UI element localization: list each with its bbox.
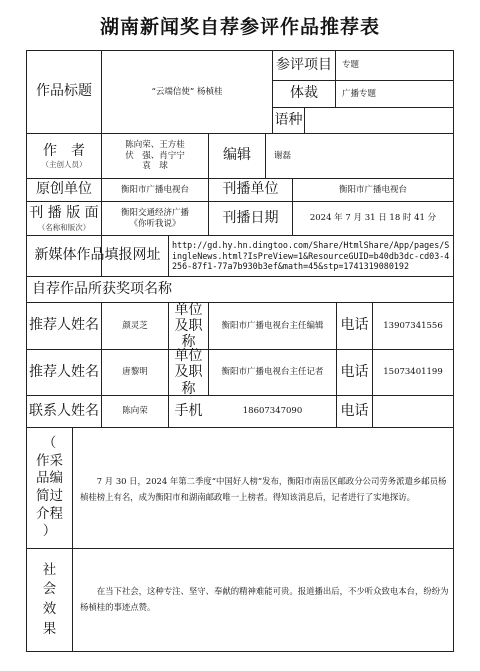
genre-label: 体裁: [290, 85, 318, 102]
recommender-2-phone: 15073401199: [383, 367, 443, 378]
new-media-url[interactable]: http://gd.hy.hn.dingtoo.com/Share/HtmlShare/App/pages/SingleNews.html?IsPreView=1&ResourceGUID=b40db3dc-cd03-4256-87f1-77a7b930b3ef&math=45&stp=1741319080192: [172, 239, 450, 272]
publish-date-label: 刊播日期: [222, 209, 279, 226]
recommender-2-label: 推荐人姓名: [29, 363, 99, 380]
category-label: 参评项目: [276, 56, 332, 73]
work-title-label: 作品标题: [36, 83, 92, 100]
category-value: 专题: [342, 60, 360, 71]
editor-value: 谢磊: [274, 150, 292, 161]
contact-mobile-label: 手机: [174, 402, 203, 419]
intro-label-char-4: 简过: [36, 488, 63, 504]
language-value: [305, 108, 453, 133]
original-unit-value: 衡阳市广播电视台: [120, 184, 189, 195]
recommender-1-position: 衡阳市广播电视台主任编辑: [221, 320, 324, 331]
form-title: 湖南新闻奖自荐参评作品推荐表: [99, 16, 380, 38]
contact-phone-label: 电话: [340, 402, 369, 419]
publish-page-label: 刊 播 版 面: [29, 205, 99, 222]
recommender-2-name: 唐黎明: [122, 367, 148, 378]
authors-line-2: 伏 强、肖宁宁: [125, 150, 185, 161]
publish-unit-value: 衡阳市广播电视台: [338, 184, 407, 195]
contact-phone: [373, 396, 453, 427]
intro-label-char-6: ）: [42, 523, 57, 540]
recommender-2-position-label: 单位及职称: [174, 348, 203, 397]
recommender-1-phone-label: 电话: [340, 317, 369, 334]
recommender-1-phone: 13907341556: [383, 320, 443, 331]
authors-line-3: 袁 球: [142, 161, 168, 172]
publish-page-line-2: 《你听我说》: [129, 218, 181, 229]
recommender-1-name: 颜灵芝: [122, 320, 148, 331]
recommender-1-position-label: 单位及职称: [174, 301, 203, 351]
publish-page-label-cell: [27, 202, 101, 235]
recommender-2-phone-label: 电话: [340, 363, 369, 380]
effect-label-char-3: 效: [42, 601, 57, 617]
contact-name: 陈向荣: [122, 406, 148, 417]
authors-value: [102, 134, 208, 178]
authors-label-cell: [27, 134, 101, 178]
work-title-value: “云端信使” 杨楨桂: [151, 86, 223, 97]
recommender-2-position: 衡阳市广播电视台主任记者: [221, 367, 324, 378]
publish-page-value: [102, 202, 208, 235]
editor-label: 编辑: [223, 147, 251, 164]
original-unit-label: 原创单位: [36, 181, 92, 198]
recommender-1-label: 推荐人姓名: [29, 317, 99, 334]
publish-date-value: 2024 年 7 月 31 日 18 时 41 分: [309, 213, 437, 224]
authors-label: 作 者: [43, 142, 85, 159]
effect-label-char-2: 会: [42, 581, 57, 598]
contact-mobile: 18607347090: [242, 406, 303, 417]
genre-value: 广播专题: [342, 88, 377, 99]
publish-page-line-1: 衡阳交通经济广播: [120, 207, 189, 218]
authors-sub-label: （主创人员）: [41, 160, 87, 170]
intro-label-char-3: 品编: [36, 470, 63, 487]
new-media-label: 新媒体作品填报网址: [34, 247, 161, 264]
effect-label-char-1: 社: [42, 561, 57, 578]
effect-label-char-4: 果: [42, 620, 57, 637]
publish-unit-label: 刊播单位: [222, 181, 279, 198]
award-name-label: 自荐作品所获奖项名称: [32, 280, 172, 297]
intro-label-char-2: 作采: [36, 452, 63, 469]
effect-label: [27, 549, 72, 651]
effect-text: 在当下社会，这种专注、坚守、奉献的精神难能可贵。报道播出后，不少听众致电本台，纷纷为杨楨桂的事迹点赞。: [80, 586, 449, 612]
contact-label: 联系人姓名: [29, 402, 99, 419]
intro-label: [27, 428, 72, 548]
language-label: 语种: [274, 111, 303, 128]
intro-label-char-5: 介程: [36, 505, 63, 522]
publish-page-sub-label: （名称和版次）: [37, 222, 91, 232]
intro-text: 7 月 30 日，2024 年第二季度“中国好人榜”发布，衡阳市南岳区邮政分公司劳务派遣乡邮员杨楨桂榜上有名，成为衡阳市和湖南邮政唯一上榜者。得知该消息后，记者进行了实地探访。: [80, 476, 447, 502]
authors-line-1: 陈向荣、王方桂: [125, 140, 185, 151]
award-name-value: [210, 277, 450, 302]
intro-label-char-1: （: [42, 435, 57, 452]
